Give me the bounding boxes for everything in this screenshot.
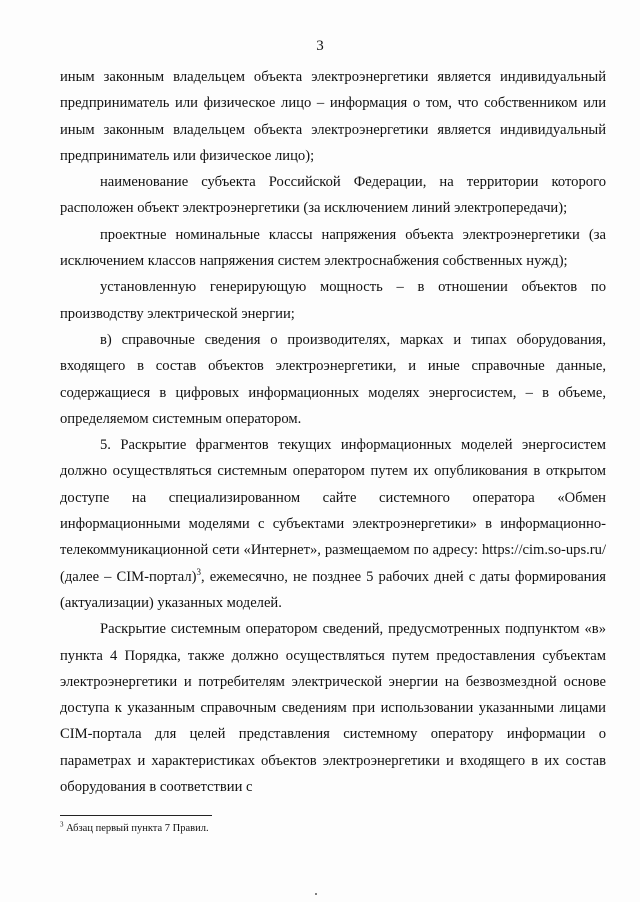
item-5-text-start: 5. Раскрытие фрагментов текущих информационных моделей энергосистем должно осуществляться системным оператором путем их опубликования в открытом доступе на специализированном сайте системного оператора «Обмен информационными моделями с субъектами электроэнергетики» в информационно-телекоммуникационной сети «Интернет», размещаемом по адресу: https://cim.so-ups.ru/ (далее – CIM-портал) [60,437,606,585]
paragraph-voltage-classes: проектные номинальные классы напряжения объекта электроэнергетики (за исключением классов напряжения систем электроснабжения собственных нужд); [60,226,606,270]
document-body [60,64,606,800]
paragraph-disclosure: Раскрытие системным оператором сведений, предусмотренных подпунктом «в» пункта 4 Порядка, также должно осуществляться путем предоставления субъектам электроэнергетики и потребителям электрической энергии на безвозмездной основе доступа к указанным справочным сведениям при использовании указанными лицами CIM-портала для целей представления системному оператору информации о параметрах и характеристиках объектов электроэнергетики и входящего в их состав оборудования в соответствии с [60,621,606,796]
footnote-divider [60,815,212,816]
footnote-text: Абзац первый пункта 7 Правил. [63,823,209,834]
paragraph-owner-info: иным законным владельцем объекта электроэнергетики является индивидуальный предприниматель или физическое лицо – информация о том, что собственником или иным законным владельцем объекта электроэнергетики является индивидуальный предприниматель или физическое лицо); [60,69,606,164]
footnote [60,822,606,836]
paragraph-region-name: наименование субъекта Российской Федерации, на территории которого расположен объект электроэнергетики (за исключением линий электропередачи); [60,174,606,217]
paragraph-subitem-v: в) справочные сведения о производителях, марках и типах оборудования, входящего в состав объектов электроэнергетики, и иные справочные данные, содержащиеся в цифровых информационных моделях энергосистем, – в объеме, определяемом системным оператором. [60,331,606,427]
page-number: 3 [316,38,324,54]
item-5-text-end: , ежемесячно, не позднее 5 рабочих дней с даты формирования (актуализации) указанных моделей. [60,568,607,611]
paragraph-generating-capacity: установленную генерирующую мощность – в отношении объектов по производству электрической энергии; [60,279,606,322]
footnote-reference: 3 [196,566,201,577]
footnote-mark: 3 [60,820,64,829]
paragraph-item-5 [60,432,606,616]
scan-speck [315,893,317,895]
